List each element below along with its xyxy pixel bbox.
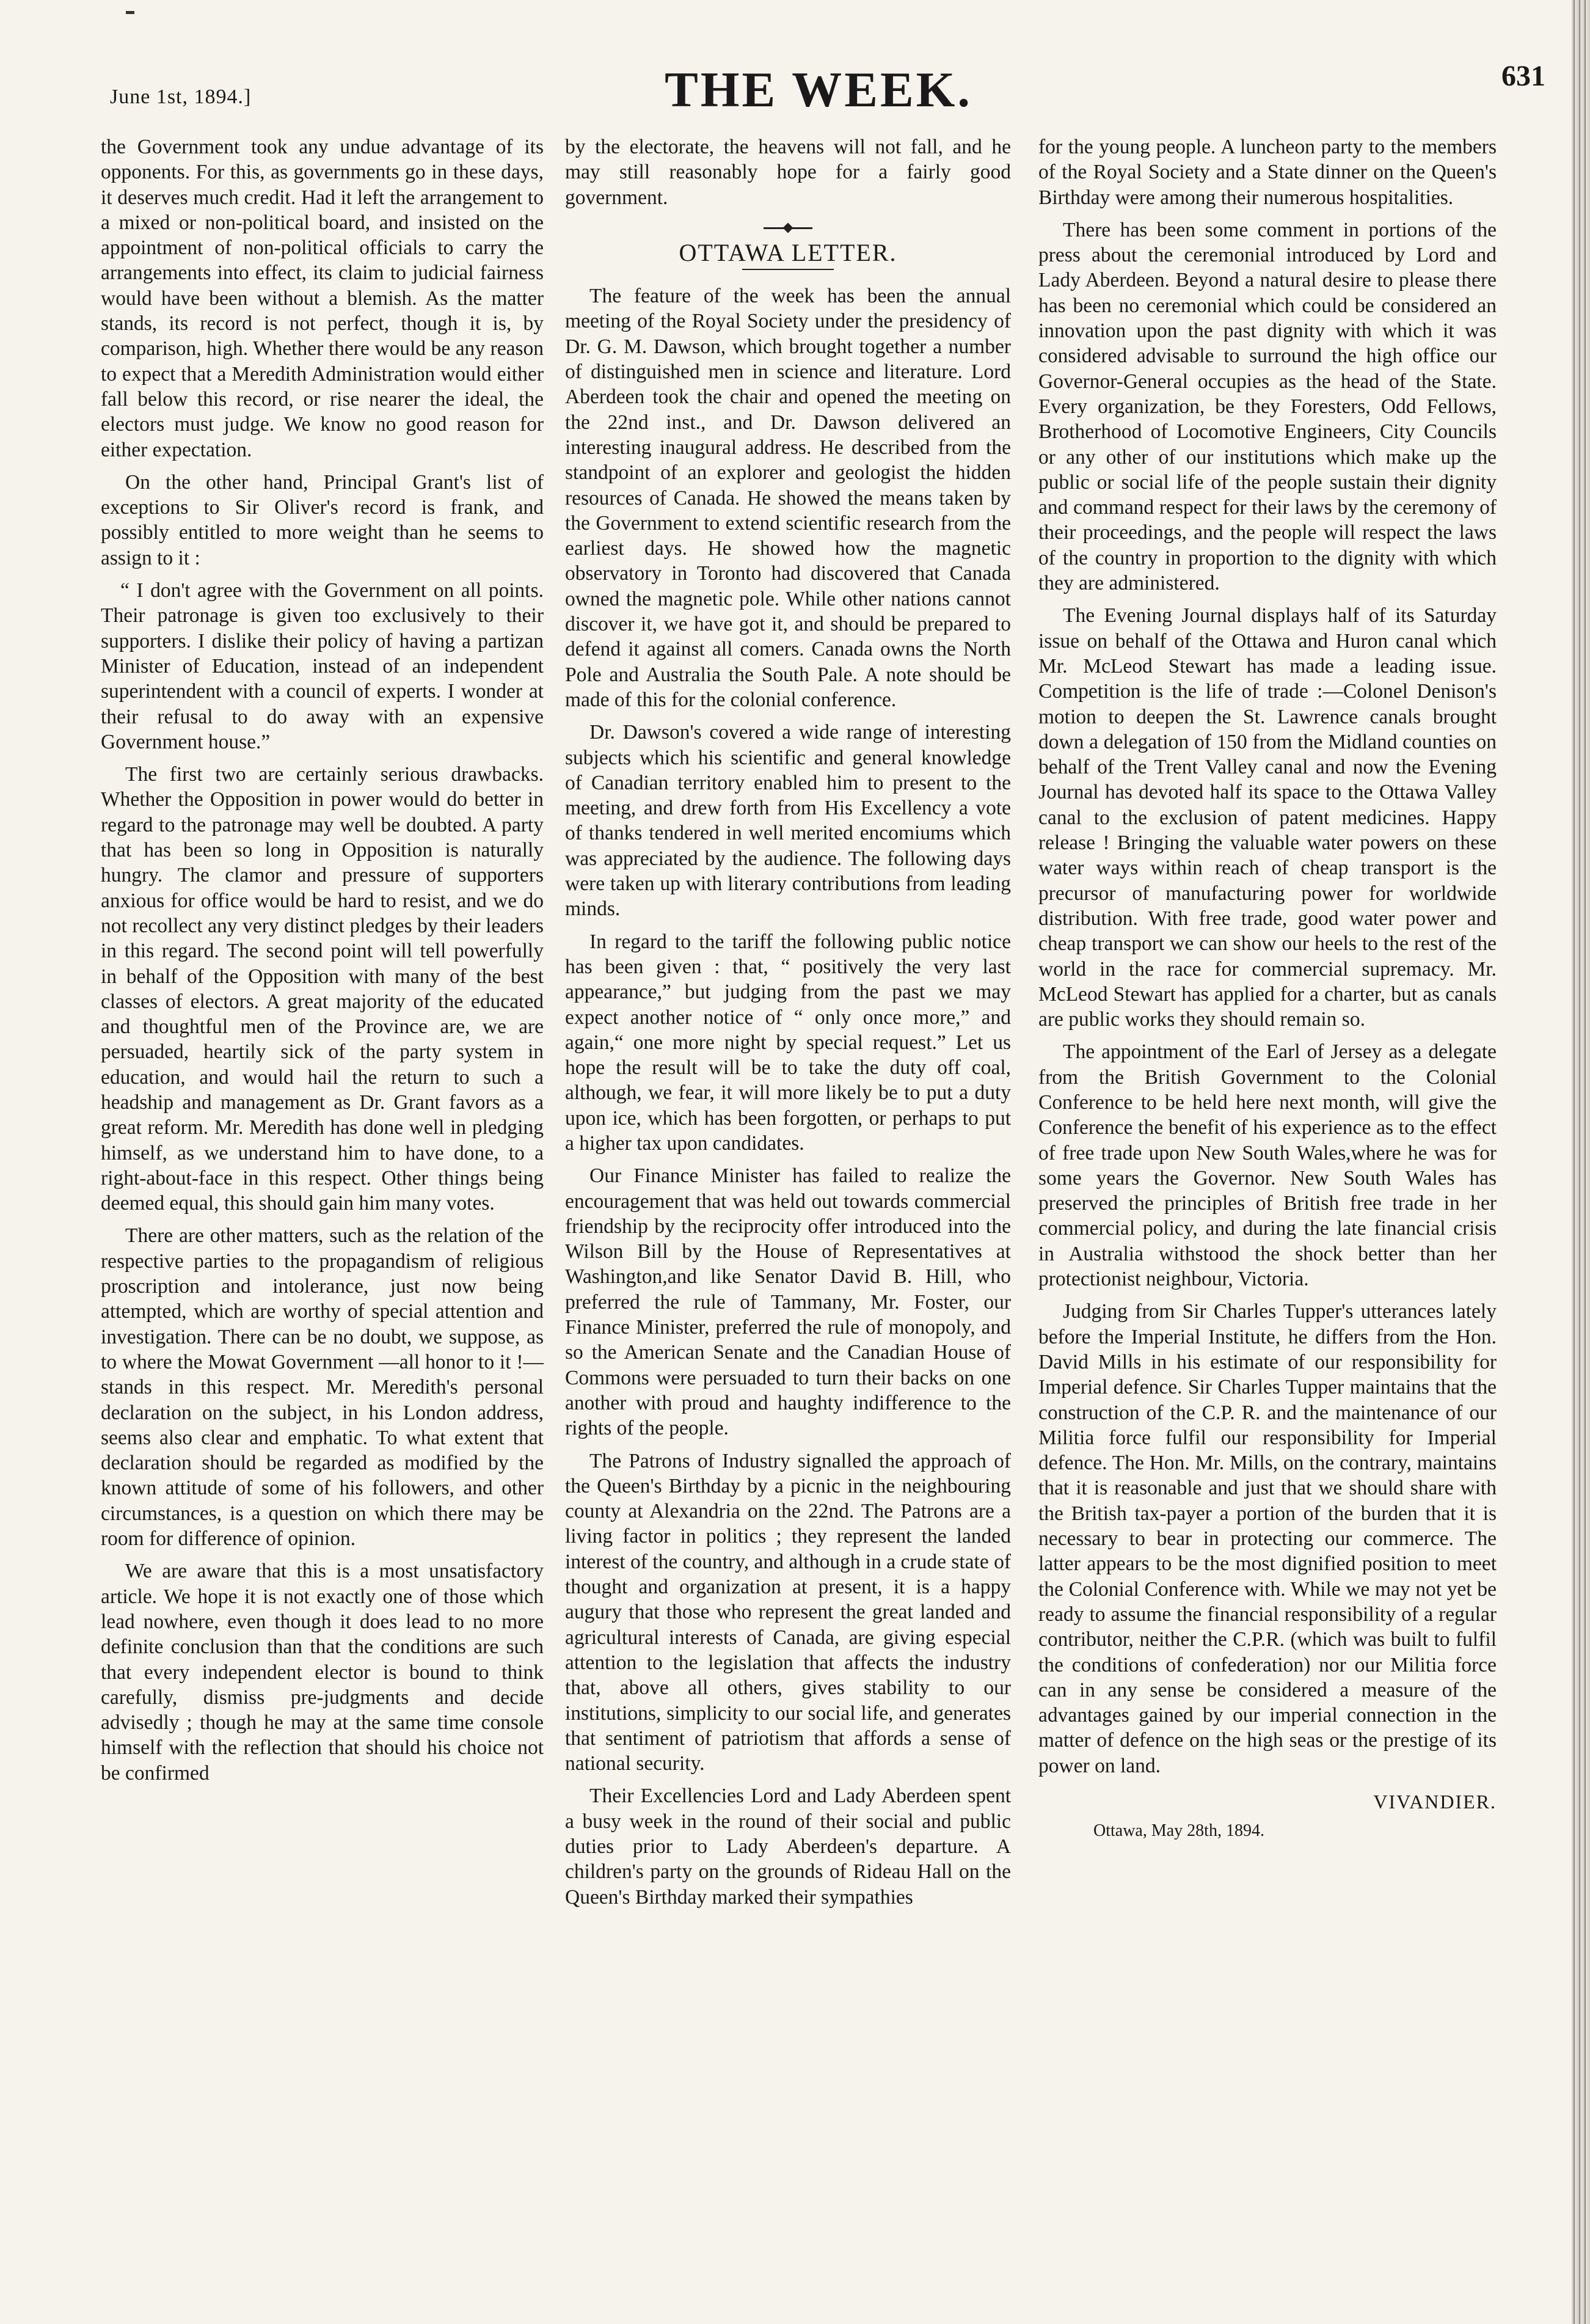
paragraph: In regard to the tariff the following public notice has been given : that, “ positively the very last appearance,” but judging from the past we may expect another notice of “ only once more,” and again,“ one more night by special request.” Let us hope the result will be to take the duty off coal, although, we fear, it will more likely be to put a duty upon ice, which has been forgotten, or perhaps to put a higher tax upon candidates. [565, 930, 1011, 1155]
column-3 [1038, 134, 1497, 1844]
paragraph: Judging from Sir Charles Tupper's utterances lately before the Imperial Institute, he differs from the Hon. David Mills in his estimate of our responsibility for Imperial defence. Sir Charles Tupper maintains that the construction of the C.P. R. and the maintenance of our Militia force fulfil our responsibility for Imperial defence. The Hon. Mr. Mills, on the contrary, maintains that it is reasonable and just that we should share with the British tax-payer a portion of the burden that it is necessary to bear in protecting our commerce. The latter appears to be the most dignified position to meet the Colonial Conference with. While we may not yet be ready to assume the financial responsibility of a regular contributor, neither the C.P.R. (which was built to fulfil the conditions of confederation) nor our Militia force can in any sense be considered a measure of the advantages gained by our imperial connection in the matter of defence on the high seas or the prestige of its power on land. [1038, 1300, 1497, 1777]
ornamental-rule [764, 227, 812, 229]
paragraph: We are aware that this is a most unsatisfactory article. We hope it is not exactly one of those which lead nowhere, even though it does lead to no more definite conclusion than that the conditions are such that every independent elector is bound to think carefully, dismiss pre-judgments and decide advisedly ; though he may at the same time console himself with the reflection that should his choice not be confirmed [101, 1560, 544, 1785]
page-number: 631 [1501, 60, 1545, 92]
paragraph: The feature of the week has been the annual meeting of the Royal Society under the presidency of Dr. G. M. Dawson, which brought together a number of distinguished men in science and literature. Lord Aberdeen took the chair and opened the meeting on the 22nd inst., and Dr. Dawson delivered an interesting inaugural address. He described from the standpoint of an explorer and geologist the hidden resources of Canada. He showed the means taken by the Government to extend scientific research from the earliest days. He showed how the magnetic observatory in Toronto had discovered that Canada owned the magnetic pole. While other nations cannot discover it, we have got it, and should be prepared to defend it against all comers. Canada owns the North Pole and Australia the South Pale. A note should be made of this for the colonial conference. [565, 285, 1011, 711]
print-mark [126, 11, 134, 14]
paragraph: for the young people. A luncheon party to the members of the Royal Society and a State dinner on the Queen's Birthday were among their numerous hospitalities. [1038, 136, 1497, 209]
paragraph: Our Finance Minister has failed to realize the encouragement that was held out towards commercial friendship by the reciprocity offer introduced into the Wilson Bill by the House of Representatives at Washington,and like Senator David B. Hill, who preferred the rule of Tammany, Mr. Foster, our Finance Minister, preferred the rule of monopoly, and so the American Senate and the Canadian House of Commons were persuaded to turn their backs on one another with proud and haughty indifference to the rights of the people. [565, 1164, 1011, 1440]
paragraph: The appointment of the Earl of Jersey as a delegate from the British Government to the Colonial Conference to be held here next month, will give the Conference the benefit of his experience as to the effect of free trade upon New South Wales,where he was for some years the Governor. New South Wales has preserved the principles of British free trade in her commercial policy, and during the late financial crisis in Australia withstood the shock better than her protectionist neighbour, Victoria. [1038, 1040, 1497, 1291]
paragraph: On the other hand, Principal Grant's list of exceptions to Sir Oliver's record is frank, and possibly entitled to more weight than he seems to assign to it : [101, 470, 544, 569]
paragraph: the Government took any undue advantage of its opponents. For this, as governments go in these days, it deserves much credit. Had it left the arrangement to a mixed or non-political board, and insisted on the appointment of non-political officials to carry the arrangements into effect, its claim to judicial fairness would have been without a blemish. As the matter stands, its record is not perfect, though it is, by comparison, high. Whether there would be any reason to expect that a Meredith Administration would either fall below this record, or rise nearer the ideal, the electors must judge. We know no good reason for either expectation. [101, 136, 544, 461]
paragraph: The Patrons of Industry signalled the approach of the Queen's Birthday by a picnic in the neighbouring county at Alexandria on the 22nd. The Patrons are a living factor in politics ; they represent the landed interest of the country, and although in a crude state of thought and organization at present, it is a happy augury that those who represent the great landed and agricultural interests of Canada, are giving especial attention to the legislation that affects the industry that, above all others, gives stability to our institutions, simplicity to our social life, and generates that sentiment of patriotism that affords a sense of national security. [565, 1449, 1011, 1775]
paragraph: The Evening Journal displays half of its Saturday issue on behalf of the Ottawa and Huron canal which Mr. McLeod Stewart has made a leading issue. Competition is the life of trade :—Colonel Denison's motion to deepen the St. Lawrence canals brought down a delegation of 150 from the Midland counties on behalf of the Trent Valley canal and now the Evening Journal has devoted half its space to the Ottawa Valley canal to the exclusion of patent medicines. Happy release ! Bringing the valuable water powers on these water ways within reach of cheap transport is the precursor of manufacturing power for worldwide distribution. With free trade, good water power and cheap transport we can show our heels to the rest of the world in the race for commercial supremacy. Mr. McLeod Stewart has applied for a charter, but as canals are public works they should remain so. [1038, 604, 1497, 1031]
page-header [92, 58, 1545, 125]
paragraph: The first two are certainly serious drawbacks. Whether the Opposition in power would do better in regard to the patronage may well be doubted. A party that has been so long in Opposition is naturally hungry. The clamor and pressure of supporters anxious for office would be hard to resist, and we do not recollect any very distinct pledges by their leaders in this regard. The second point will tell powerfully in behalf of the Opposition with many of the best classes of electors. A great majority of the educated and thoughtful men of the Province are, we are persuaded, heartily sick of the party system in education, and would hail the return to such a headship and management as Dr. Grant favors as a great reform. Mr. Meredith has done well in pledging himself, as we understand him to have done, to a right-about-face in this respect. Other things being deemed equal, this should gain him many votes. [101, 763, 544, 1215]
page-edge [1572, 0, 1590, 2324]
paragraph: There has been some comment in portions of the press about the ceremonial introduced by Lord and Lady Aberdeen. Beyond a natural desire to please there has been no ceremonial which could be considered an innovation upon the past dignity with which it was considered advisable to surround the high office our Governor-General occupies as the head of the State. Every organization, be they Foresters, Odd Fellows, Brotherhood of Locomotive Engineers, City Councils or any other of our institutions which make up the public or social life of the people sustain their dignity and command respect for their laws by the ceremony of their proceedings, and the people will respect the laws of the country in proportion to the dignity with which they are administered. [1038, 218, 1497, 595]
issue-date: June 1st, 1894.] [110, 86, 252, 108]
author-signature: VIVANDIER. [1373, 1791, 1497, 1813]
quotation: “ I don't agree with the Government on all points. Their patronage is given too exclusively to their supporters. I dislike their policy of having a partizan Minister of Education, instead of an independent superintendent with a council of experts. I wonder at their refusal to do away with an expensive Government house.” [101, 579, 544, 753]
paragraph: There are other matters, such as the relation of the respective parties to the propagandism of religious proscription and intolerance, just now being attempted, which are worthy of special attention and investigation. There can be no doubt, we suppose, as to where the Mowat Government —all honor to it !—stands in this respect. Mr. Meredith's personal declaration on the subject, in his London address, seems also clear and emphatic. To what extent that declaration should be regarded as modified by the known attitude of some of his followers, and other circumstances, is a question on which there may be room for difference of opinion. [101, 1224, 544, 1551]
column-2 [565, 134, 1011, 1917]
title-underline [742, 269, 834, 270]
paragraph: by the electorate, the heavens will not fall, and he may still reasonably hope for a fairly good government. [565, 136, 1011, 209]
dateline: Ottawa, May 28th, 1894. [1093, 1821, 1264, 1841]
paragraph: Their Excellencies Lord and Lady Aberdeen spent a busy week in the round of their social and public duties prior to Lady Aberdeen's departure. A children's party on the grounds of Rideau Hall on the Queen's Birthday marked their sympathies [565, 1785, 1011, 1909]
publication-title: THE WEEK. [665, 62, 972, 117]
column-1 [101, 134, 544, 1793]
section-title: OTTAWA LETTER. [679, 238, 897, 266]
paragraph: Dr. Dawson's covered a wide range of interesting subjects which his scientific and general knowledge of Canadian territory enabled him to present to the meeting, and drew forth from His Excellency a vote of thanks tendered in well merited encomiums which was appreciated by the audience. The following days were taken up with literary contributions from leading minds. [565, 721, 1011, 921]
